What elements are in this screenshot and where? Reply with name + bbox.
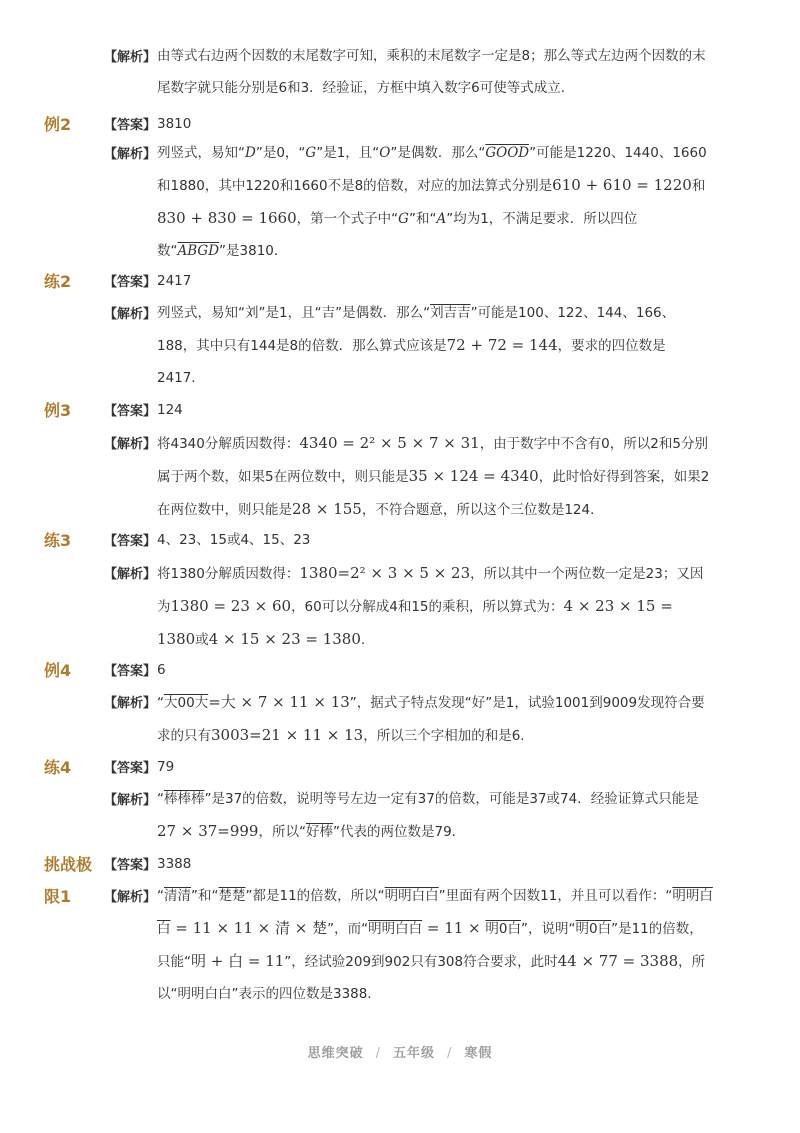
block-label: 练3	[44, 531, 72, 550]
answer-tag: 【答案】	[104, 275, 157, 290]
analysis-tag: 【解析】	[104, 307, 157, 322]
overlined-number: 棒棒棒	[164, 791, 205, 807]
overlined-number: 明0白	[575, 921, 612, 937]
overlined-number: 明0白	[485, 921, 521, 937]
analysis-text: “棒棒棒”是37的倍数，说明等号左边一定有37的倍数，可能是37或74．经验证算式只能是27 × 37=999，所以“好棒”代表的两位数是79．	[157, 791, 699, 840]
overlined-number: ABGD	[177, 243, 220, 259]
answer-text: 3810	[157, 116, 192, 132]
answer-tag: 【答案】	[104, 664, 157, 679]
overlined-number: 明明白白	[384, 888, 439, 904]
analysis-tag: 【解析】	[104, 437, 157, 452]
block-label-continued: 限1	[44, 887, 72, 906]
answer-text: 3388	[157, 856, 192, 872]
overlined-number: 清清	[164, 888, 191, 904]
overlined-number: 明明白白	[157, 888, 713, 937]
overlined-number: 楚楚	[218, 888, 246, 904]
overlined-number: 大00大	[164, 695, 209, 711]
answer-text: 124	[157, 402, 183, 418]
analysis-tag: 【解析】	[104, 793, 157, 808]
analysis-tag: 【解析】	[104, 696, 157, 711]
footer-grade: 五年级	[392, 1046, 435, 1061]
answer-text: 4、23、15或4、15、23	[157, 532, 311, 548]
analysis-text: 将1380分解质因数得：1380=2² × 3 × 5 × 23，所以其中一个两位数一定是23；又因为1380 = 23 × 60，60可以分解成4和15的乘积，所以算式为：4 × 23 × 15 = 1380或4 × 15 × 23 = 1380.	[157, 564, 704, 648]
analysis-text: “清清”和“楚楚”都是11的倍数，所以“明明白白”里面有两个因数11，并且可以看作：“明明白白 = 11 × 11 × 清 × 楚”，而“明明白白 = 11 × 明0白”，说明“明0白”是11的倍数，只能“明 + 白 = 11”，经试验209到902只有308符合要求，此时44 × 77 = 3388，所以“明明白白”表示的四位数是3388．	[157, 888, 713, 1002]
analysis-text: 将4340分解质因数得：4340 = 2² × 5 × 7 × 31，由于数字中不含有0，所以2和5分别属于两个数，如果5在两位数中，则只能是35 × 124 = 4340，此时恰好得到答案，如果2在两位数中，则只能是28 × 155，不符合题意，所以这个三位数是124．	[157, 434, 710, 518]
block-label: 例4	[44, 661, 72, 680]
overlined-number: 刘吉吉	[430, 305, 471, 321]
footer-term: 寒假	[464, 1046, 493, 1061]
block-label: 练2	[44, 272, 72, 291]
block-label: 例3	[44, 401, 72, 420]
footer-series: 思维突破	[307, 1046, 364, 1061]
analysis-text: 列竖式，易知“刘”是1，且“吉”是偶数．那么“刘吉吉”可能是100、122、144、166、188，其中只有144是8的倍数．那么算式应该是72 + 72 = 144，要求的四位数是2417．	[157, 305, 676, 386]
block-label: 练4	[44, 758, 72, 777]
answer-text: 2417	[157, 273, 192, 289]
analysis-text: “大00大=大 × 7 × 11 × 13”，据式子特点发现“好”是1，试验1001到9009发现符合要求的只有3003=21 × 11 × 13，所以三个字相加的和是6．	[157, 693, 705, 744]
analysis-text: 列竖式，易知“D”是0，“G”是1，且“O”是偶数．那么“GOOD”可能是1220、1440、1660和1880，其中1220和1660不是8的倍数，对应的加法算式分别是610 + 610 = 1220和830 + 830 = 1660，第一个式子中“G”和“A”均为1，不满足要求．所以四位数“ABGD”是3810．	[157, 145, 707, 259]
answer-tag: 【答案】	[104, 534, 157, 549]
overlined-number: 明明白白	[368, 921, 423, 937]
footer-separator: /	[447, 1046, 453, 1061]
answer-tag: 【答案】	[104, 858, 157, 873]
answer-tag: 【答案】	[104, 118, 157, 133]
answer-text: 6	[157, 662, 166, 678]
overlined-number: 好棒	[305, 824, 333, 840]
analysis-tag: 【解析】	[104, 50, 157, 65]
analysis-tag: 【解析】	[104, 567, 157, 582]
answer-tag: 【答案】	[104, 761, 157, 776]
answer-text: 79	[157, 759, 175, 775]
page-footer	[0, 1042, 800, 1061]
footer-separator: /	[375, 1046, 381, 1061]
analysis-text: 由等式右边两个因数的末尾数字可知，乘积的末尾数字一定是8；那么等式左边两个因数的末尾数字就只能分别是6和3．经验证，方框中填入数字6可使等式成立．	[157, 48, 706, 96]
analysis-tag: 【解析】	[104, 147, 157, 162]
block-label: 挑战极	[44, 855, 93, 874]
analysis-tag: 【解析】	[104, 890, 157, 905]
block-label: 例2	[44, 115, 72, 134]
answer-tag: 【答案】	[104, 404, 157, 419]
overlined-number: GOOD	[485, 145, 530, 161]
